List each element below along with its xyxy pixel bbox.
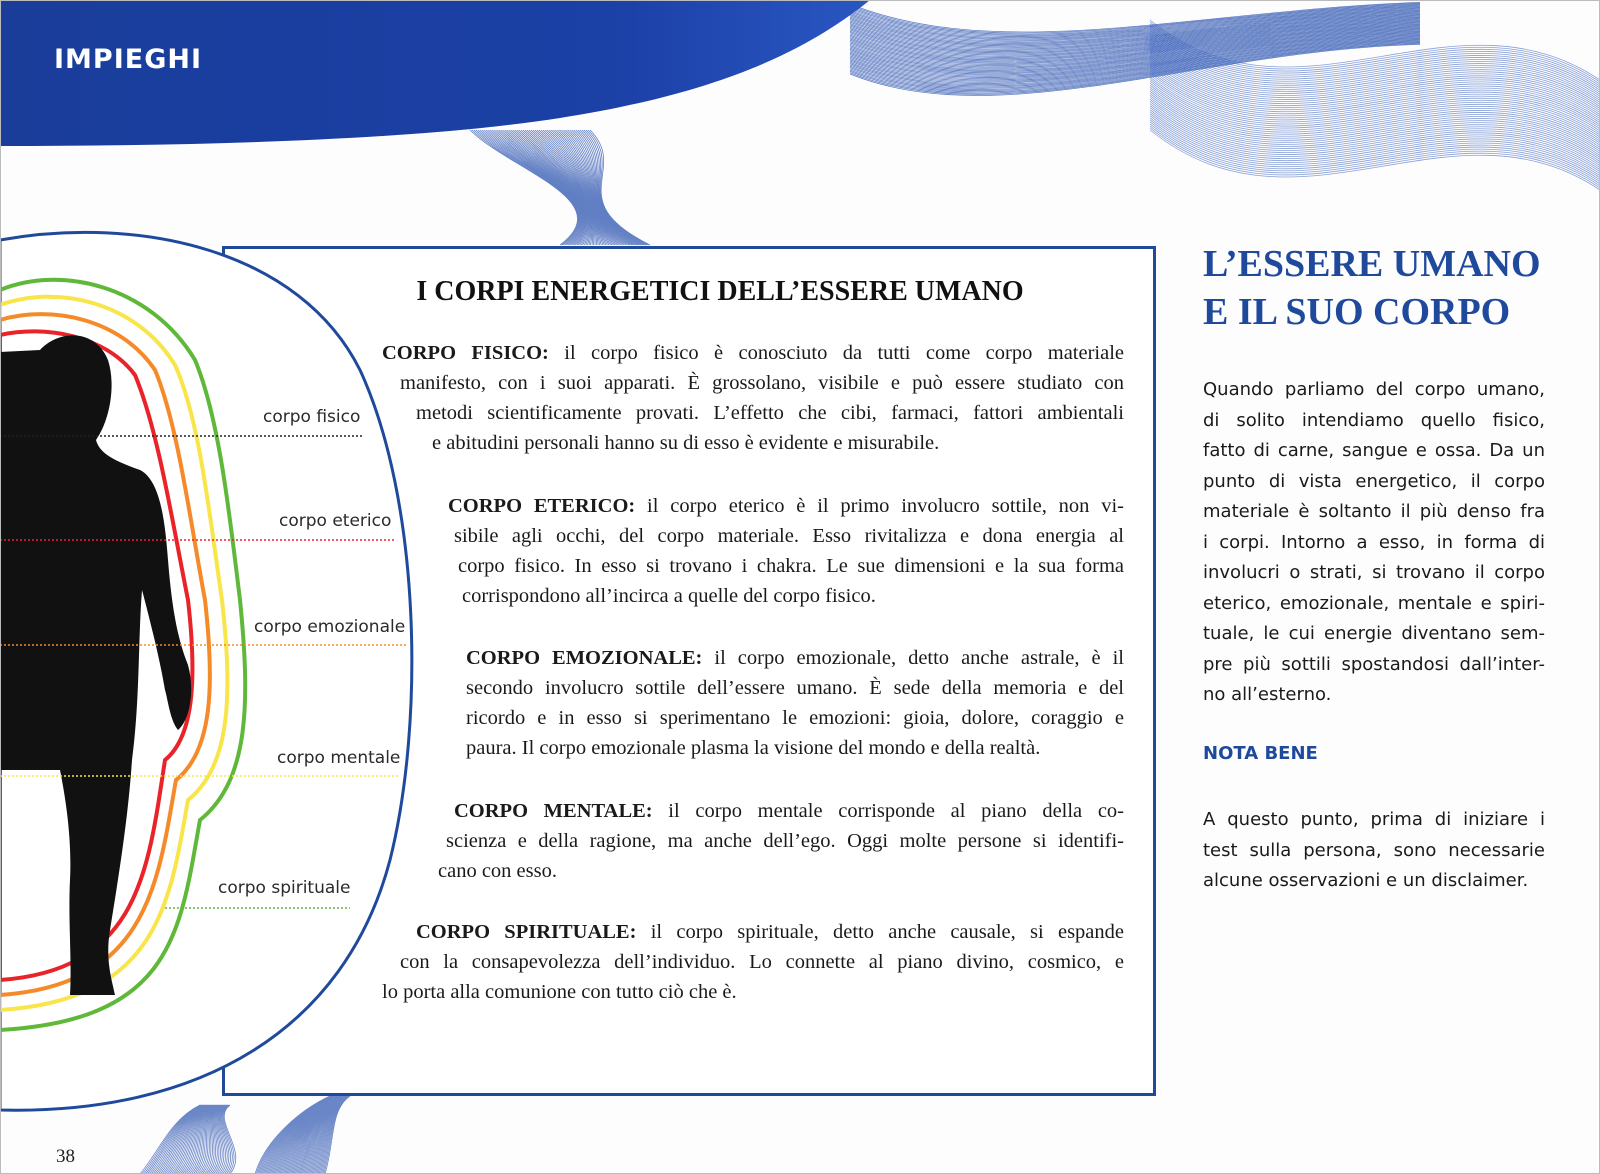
paragraph-corpo-spirituale: CORPO SPIRITUALE: il corpo spirituale, detto anche causale, si espande con la consapevolezza dell’individuo. Lo connette al piano divino, cosmico, e lo porta alla comunione con tutto ciò che è. [382, 921, 1124, 1003]
term-corpo-mentale: CORPO MENTALE: [454, 800, 653, 822]
label-corpo-eterico: corpo eterico [279, 511, 392, 531]
label-corpo-mentale: corpo mentale [277, 748, 401, 768]
sidebar-intro-text: Quando parliamo del corpo umano, di solito intendiamo quello fisico, fatto di carne, sangue e ossa. Da un punto di vista energetico, il corpo materiale è soltanto il più denso fra i corpi. Intorno a esso, in forma di involucri o strati, si trovano il corpo eterico, emozionale, mentale e spiri- tuale, le cui energie diventano sem- pre più sottili spostandosi dall’inter- no all’esterno. [1203, 379, 1545, 705]
section-label: IMPIEGHI [54, 44, 202, 75]
label-corpo-spirituale: corpo spirituale [218, 878, 351, 898]
sidebar-title [1203, 240, 1583, 336]
term-corpo-fisico: CORPO FISICO: [382, 342, 549, 364]
label-corpo-emozionale: corpo emozionale [254, 617, 406, 637]
paragraph-corpo-eterico: CORPO ETERICO: il corpo eterico è il primo involucro sottile, non vi- sibile agli occhi, del corpo materiale. Esso rivitalizza e dona energia al corpo fisico. In esso si trovano i chakra. Le sue dimensioni e la sua forma corrispondono all’incirca a quelle del corpo fisico. [448, 495, 1124, 607]
sidebar-title-line-1: L’ESSERE UMANO [1203, 243, 1541, 285]
box-title: I CORPI ENERGETICI DELL’ESSERE UMANO [416, 276, 1024, 307]
paragraph-corpo-emozionale: CORPO EMOZIONALE: il corpo emozionale, detto anche astrale, è il secondo involucro sottile dell’essere umano. È sede della memoria e del ricordo e in esso si sperimentano le emozioni: gioia, dolore, coraggio e paura. Il corpo emozionale plasma la visione del mondo e della realtà. [466, 647, 1124, 759]
term-corpo-eterico: CORPO ETERICO: [448, 495, 636, 517]
label-corpo-fisico: corpo fisico [263, 407, 361, 427]
sidebar-title-line-2: E IL SUO CORPO [1203, 291, 1511, 333]
page-number: 38 [56, 1146, 75, 1167]
term-corpo-spirituale: CORPO SPIRITUALE: [416, 921, 637, 943]
paragraph-corpo-mentale: CORPO MENTALE: il corpo mentale corrisponde al piano della co- scienza e della ragione, ma anche dell’ego. Oggi molte persone si identifi- cano con esso. [438, 800, 1124, 882]
nota-bene-text: A questo punto, prima di iniziare i test sulla persona, sono necessarie alcune osservazioni e un disclaimer. [1203, 809, 1545, 891]
nota-bene-heading: NOTA BENE [1203, 743, 1318, 764]
paragraph-corpo-fisico: CORPO FISICO: il corpo fisico è conosciuto da tutti come corpo materiale manifesto, con i suoi apparati. È grossolano, visibile e può essere studiato con metodi scientificamente provati. L’effetto che cibi, farmaci, fattori ambientali e abitudini personali hanno su di esso è evidente e misurabile. [382, 342, 1124, 454]
term-corpo-emozionale: CORPO EMOZIONALE: [466, 647, 703, 669]
